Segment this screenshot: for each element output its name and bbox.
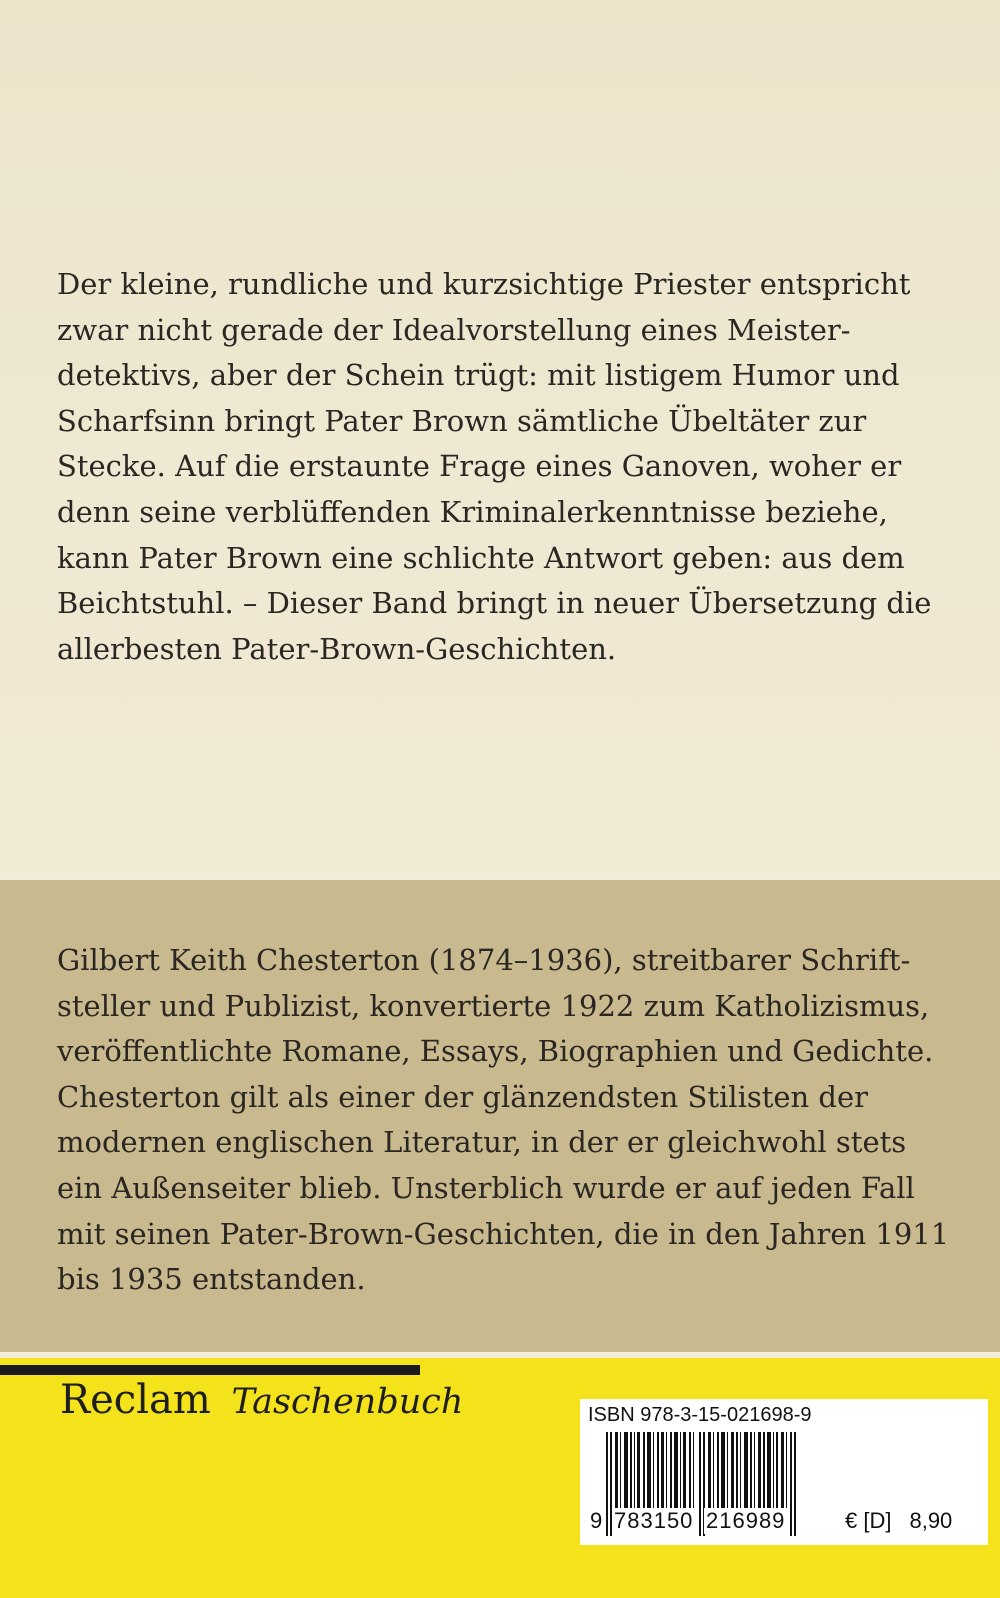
black-rule — [0, 1365, 420, 1375]
blurb-line: Stecke. Auf die erstaunte Frage eines Ganoven, woher er — [57, 449, 902, 484]
book-blurb — [57, 262, 957, 672]
bio-line: veröffentlichte Romane, Essays, Biographien und Gedichte. — [57, 1034, 934, 1069]
blurb-line: zwar nicht gerade der Idealvorstellung eines Meister- — [57, 312, 851, 347]
ean-left-digits: 783150 — [614, 1508, 694, 1533]
author-bio — [57, 938, 957, 1303]
publisher-brand — [60, 1377, 463, 1423]
isbn-text: ISBN 978-3-15-021698-9 — [588, 1404, 812, 1426]
blurb-line: Beichtstuhl. – Dieser Band bringt in neuer Übersetzung die — [57, 586, 932, 621]
bio-line: Gilbert Keith Chesterton (1874–1936), streitbarer Schrift- — [57, 943, 911, 977]
blurb-line: detektivs, aber der Schein trügt: mit listigem Humor und — [57, 358, 900, 393]
blurb-line: Scharfsinn bringt Pater Brown sämtliche Übeltäter zur — [57, 403, 867, 438]
bio-line: steller und Publizist, konvertierte 1922 zum Katholizismus, — [57, 988, 930, 1023]
price-label — [845, 1508, 952, 1534]
publisher-name: Reclam — [60, 1377, 211, 1423]
ean-first-digit: 9 — [590, 1508, 603, 1533]
blurb-line: denn seine verblüffenden Kriminalerkenntnisse beziehe, — [57, 494, 888, 529]
price-currency: € [D] — [845, 1508, 892, 1533]
blurb-line: allerbesten Pater-Brown-Geschichten. — [57, 631, 617, 666]
bio-line: ein Außenseiter blieb. Unsterblich wurde er auf jeden Fall — [57, 1170, 915, 1205]
blurb-line: kann Pater Brown eine schlichte Antwort geben: aus dem — [57, 540, 905, 575]
series-name: Taschenbuch — [231, 1382, 464, 1422]
panel-divider — [0, 872, 1000, 880]
price-amount: 8,90 — [909, 1508, 953, 1533]
blurb-line: Der kleine, rundliche und kurzsichtige Priester entspricht — [57, 267, 911, 301]
bio-line: mit seinen Pater-Brown-Geschichten, die in den Jahren 1911 — [57, 1216, 950, 1251]
bio-line: Chesterton gilt als einer der glänzendsten Stilisten der — [57, 1079, 869, 1114]
bio-line: bis 1935 entstanden. — [57, 1262, 366, 1297]
ean-right-digits: 216989 — [706, 1508, 786, 1533]
bio-line: modernen englischen Literatur, in der er gleichwohl stets — [57, 1125, 907, 1160]
